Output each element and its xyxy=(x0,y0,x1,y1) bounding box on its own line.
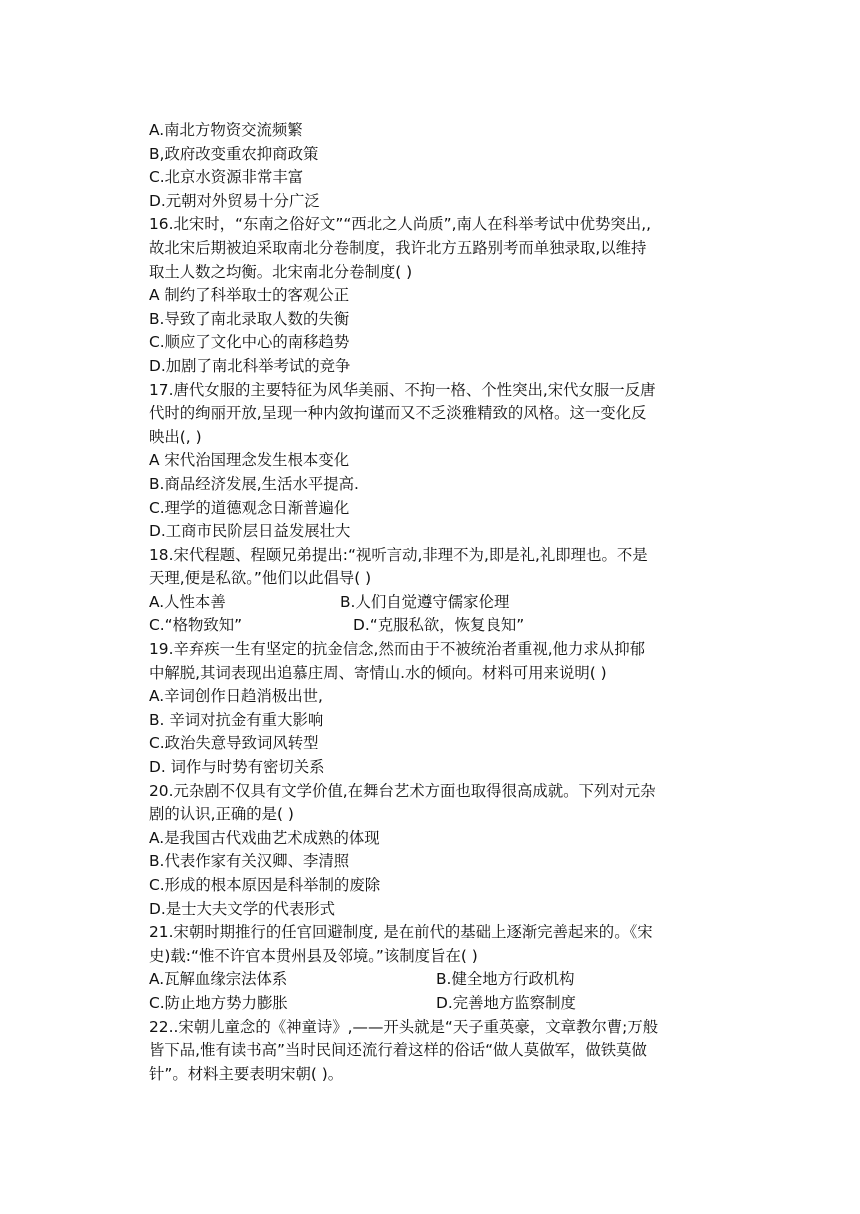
question-16 xyxy=(149,213,719,378)
option-d: D.加剧了南北科举考试的竞争 xyxy=(149,356,351,375)
question-stem-line: 取土人数之均衡。北宋南北分卷制度( ) xyxy=(149,262,413,281)
option-c: C.“格物致知” xyxy=(149,616,243,635)
option-a: A.辛词创作日趋消极出世, xyxy=(149,687,323,706)
question-15-options xyxy=(149,119,719,213)
option-c: C.形成的根本原因是科举制的废除 xyxy=(149,876,381,894)
option-c: C.政治失意导致词风转型 xyxy=(149,734,319,753)
option-a: A.人性本善 xyxy=(149,592,226,611)
option-d: D.元朝对外贸易十分广泛 xyxy=(149,191,320,210)
option-c: C.理学的道德观念日渐普遍化 xyxy=(149,498,350,517)
question-19 xyxy=(149,638,719,780)
option-row xyxy=(149,614,719,638)
question-stem-line: 中解脱,其词表现出追慕庄周、寄情山.水的倾向。材料可用来说明( ) xyxy=(149,663,607,682)
question-20 xyxy=(149,780,719,922)
option-b: B,政府改变重农抑商政策 xyxy=(149,144,319,163)
option-b: B.人们自觉遵守儒家伦理 xyxy=(340,592,510,611)
option-row xyxy=(149,968,719,992)
question-stem-line: 22..宋朝儿童念的《神童诗》,——开头就是“天子重英豪，文章教尔曹;万般 xyxy=(149,1017,659,1036)
option-row xyxy=(149,992,719,1016)
question-stem-line: 天理,便是私欲。”他们以此倡导( ) xyxy=(149,569,372,588)
option-b: B. 辛词对抗金有重大影响 xyxy=(149,710,324,729)
question-stem-line: 史)载:“惟不许官本贯州县及邻境。”该制度旨在( ) xyxy=(149,946,478,965)
question-21 xyxy=(149,921,719,1015)
option-b: B.代表作家有关汉卿、李清照 xyxy=(149,852,350,871)
question-stem-line: 映出(, ) xyxy=(149,427,202,446)
option-b: B.健全地方行政机构 xyxy=(436,970,575,989)
question-stem-line: 剧的认识,正确的是( ) xyxy=(149,805,294,824)
option-d: D.完善地方监察制度 xyxy=(436,993,576,1012)
option-c: C.顺应了文化中心的南移趋势 xyxy=(149,333,350,352)
option-b: B.商品经济发展,生活水平提高. xyxy=(149,474,359,493)
question-stem-line: 20.元杂剧不仅具有文学价值,在舞台艺术方面也取得很高成就。下列对元杂 xyxy=(149,781,656,800)
option-d: D.是士大夫文学的代表形式 xyxy=(149,899,336,918)
question-stem-line: 19.辛弃疾一生有坚定的抗金信念,然而由于不被统治者重视,他力求从抑郁 xyxy=(149,640,645,659)
option-c: C.北京水资源非常丰富 xyxy=(149,168,304,187)
question-stem-line: 针”。材料主要表明宋朝( )。 xyxy=(149,1064,344,1083)
option-b: B.导致了南北录取人数的失衡 xyxy=(149,309,350,328)
question-stem-line: 17.唐代女服的主要特征为风华美丽、不拘一格、个性突出,宋代女服一反唐 xyxy=(149,380,656,399)
question-stem-line: 21.宋朝时期推行的任官回避制度, 是在前代的基础上逐渐完善起来的。《宋 xyxy=(149,923,653,942)
option-a: A.南北方物资交流频繁 xyxy=(149,121,303,139)
question-18 xyxy=(149,544,719,638)
question-17 xyxy=(149,379,719,544)
question-stem-line: 故北宋后期被迫采取南北分卷制度，我许北方五路别考而单独录取,以维持 xyxy=(149,238,647,257)
question-stem-line: 代时的绚丽开放,呈现一种内敛拘谨而又不乏淡雅精致的风格。这一变化反 xyxy=(149,404,647,423)
option-a: A 制约了科举取士的客观公正 xyxy=(149,286,350,305)
option-a: A.瓦解血缘宗法体系 xyxy=(149,970,288,989)
option-row xyxy=(149,591,719,615)
question-stem-line: 18.宋代程题、程颐兄弟提出:“视听言动,非理不为,即是礼,礼即理也。不是 xyxy=(149,545,648,564)
option-a: A 宋代治国理念发生根本变化 xyxy=(149,451,350,470)
option-a: A.是我国古代戏曲艺术成熟的体现 xyxy=(149,828,380,847)
option-d: D.“克服私欲，恢复良知” xyxy=(353,616,525,635)
option-d: D.工商市民阶层日益发展壮大 xyxy=(149,522,351,541)
exam-page xyxy=(149,119,719,1086)
question-stem-line: 16.北宋时，“东南之俗好文”“西北之人尚质”,南人在科举考试中优势突出,, xyxy=(149,215,651,234)
option-d: D. 词作与时势有密切关系 xyxy=(149,758,325,777)
option-c: C.防止地方势力膨胀 xyxy=(149,993,288,1012)
question-stem-line: 皆下品,惟有读书高”当时民间还流行着这样的俗话“做人莫做军，做铁莫做 xyxy=(149,1041,647,1060)
question-22 xyxy=(149,1016,719,1087)
